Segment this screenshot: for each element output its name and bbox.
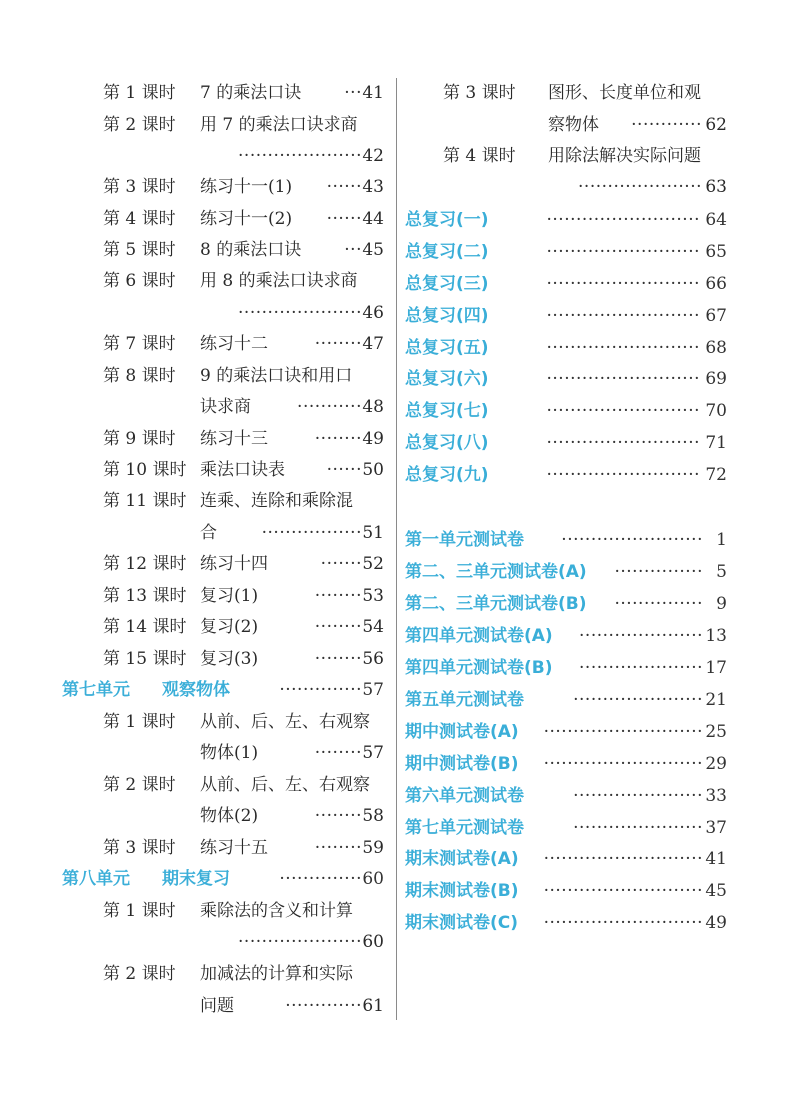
leader-dots: ·············· — [279, 680, 362, 700]
entry-title: 复习(2) — [200, 617, 259, 637]
entry-label: 第 1 课时 — [103, 712, 176, 732]
entry-title: 练习十三 — [200, 429, 268, 449]
leader-dots: ·························· — [546, 210, 700, 230]
page-number: 9 — [716, 594, 727, 614]
review-entry[interactable] — [0, 269, 790, 299]
leader-dots: ················· — [261, 523, 362, 543]
entry-label: 第 7 课时 — [103, 334, 176, 354]
test-entry[interactable] — [0, 589, 790, 619]
page-number: 33 — [705, 786, 727, 806]
entry-title: 练习十一(1) — [200, 177, 293, 197]
entry-title: 7 的乘法口诀 — [200, 83, 302, 103]
leader-dots: ······· — [320, 554, 362, 574]
test-entry[interactable] — [0, 685, 790, 715]
page-number: 49 — [705, 913, 727, 933]
test-entry[interactable] — [0, 813, 790, 843]
leader-dots: ····················· — [238, 303, 362, 323]
entry-label: 第 2 课时 — [103, 775, 176, 795]
entry-label: 第八单元 — [62, 869, 130, 889]
toc-entry[interactable] — [0, 172, 790, 202]
page-number: 68 — [705, 338, 727, 358]
page-number: 45 — [705, 881, 727, 901]
review-entry[interactable] — [0, 205, 790, 235]
leader-dots: ·············· — [279, 869, 362, 889]
entry-title: 8 的乘法口诀 — [200, 240, 302, 260]
page-number: 13 — [705, 626, 727, 646]
review-title: 总复习(五) — [405, 338, 489, 358]
page-number: 72 — [705, 465, 727, 485]
test-title: 期末测试卷(A) — [405, 849, 519, 869]
test-title: 第一单元测试卷 — [405, 530, 524, 550]
leader-dots: ······ — [326, 460, 362, 480]
entry-label: 第 4 课时 — [443, 146, 516, 166]
entry-title: 图形、长度单位和观 — [548, 83, 701, 103]
entry-title: 练习十一(2) — [200, 209, 293, 229]
leader-dots: ·························· — [546, 369, 700, 389]
leader-dots: ··········· — [297, 397, 362, 417]
toc-entry[interactable] — [0, 110, 790, 140]
entry-title: 合 — [200, 523, 217, 543]
leader-dots: ········ — [314, 806, 362, 826]
leader-dots: ··························· — [543, 849, 703, 869]
leader-dots: ····················· — [238, 932, 362, 952]
page-number: 47 — [362, 334, 384, 354]
leader-dots: ····················· — [238, 146, 362, 166]
page-number: 37 — [705, 818, 727, 838]
leader-dots: ··············· — [614, 594, 703, 614]
entry-label: 第 2 课时 — [103, 964, 176, 984]
leader-dots: ··························· — [543, 881, 703, 901]
page-number: 25 — [705, 722, 727, 742]
review-entry[interactable] — [0, 364, 790, 394]
leader-dots: ························ — [561, 530, 703, 550]
test-entry[interactable] — [0, 844, 790, 874]
entry-label: 第七单元 — [62, 680, 130, 700]
page-number: 70 — [705, 401, 727, 421]
test-title: 第二、三单元测试卷(A) — [405, 562, 587, 582]
leader-dots: ··· — [344, 240, 362, 260]
leader-dots: ··· — [344, 83, 362, 103]
test-entry[interactable] — [0, 876, 790, 906]
page-number: 50 — [362, 460, 384, 480]
test-entry[interactable] — [0, 717, 790, 747]
entry-label: 第 5 课时 — [103, 240, 176, 260]
page-number: 44 — [362, 209, 384, 229]
page-number: 53 — [362, 586, 384, 606]
page-number: 17 — [705, 658, 727, 678]
leader-dots: ······················ — [573, 786, 703, 806]
toc-entry[interactable] — [0, 486, 396, 516]
page-number: 66 — [705, 274, 727, 294]
page-number: 45 — [362, 240, 384, 260]
entry-title: 用 8 的乘法口诀求商 — [200, 271, 358, 291]
page-number: 1 — [716, 530, 727, 550]
review-entry[interactable] — [0, 428, 790, 458]
entry-title: 物体(1) — [200, 743, 259, 763]
entry-title: 乘法口诀表 — [200, 460, 285, 480]
leader-dots: ·························· — [546, 433, 700, 453]
leader-dots: ··············· — [614, 562, 703, 582]
test-entry[interactable] — [0, 749, 790, 779]
leader-dots: ·························· — [546, 465, 700, 485]
toc-entry[interactable] — [0, 141, 790, 171]
leader-dots: ······················ — [573, 690, 703, 710]
entry-title: 复习(3) — [200, 649, 259, 669]
entry-label: 第 1 课时 — [103, 901, 176, 921]
leader-dots: ········ — [314, 586, 362, 606]
page-number: 43 — [362, 177, 384, 197]
entry-title: 用除法解决实际问题 — [548, 146, 701, 166]
test-entry[interactable] — [0, 525, 790, 555]
page-number: 5 — [716, 562, 727, 582]
review-entry[interactable] — [0, 301, 790, 331]
entry-title: 练习十五 — [200, 838, 268, 858]
leader-dots: ·························· — [546, 274, 700, 294]
entry-label: 第 4 课时 — [103, 209, 176, 229]
entry-label: 第 11 课时 — [103, 491, 187, 511]
page-number: 60 — [362, 932, 384, 952]
page-number: 54 — [362, 617, 384, 637]
review-title: 总复习(九) — [405, 465, 489, 485]
page-number: 29 — [705, 754, 727, 774]
page-number: 60 — [362, 869, 384, 889]
page-number: 41 — [362, 83, 384, 103]
leader-dots: ··························· — [543, 754, 703, 774]
test-entry[interactable] — [0, 621, 790, 651]
entry-title: 问题 — [200, 996, 234, 1016]
toc-entry[interactable] — [0, 78, 790, 108]
test-title: 第七单元测试卷 — [405, 818, 524, 838]
test-title: 期末测试卷(B) — [405, 881, 519, 901]
leader-dots: ············· — [285, 996, 362, 1016]
entry-title: 从前、后、左、右观察 — [200, 712, 370, 732]
test-entry[interactable] — [0, 781, 790, 811]
page-number: 69 — [705, 369, 727, 389]
entry-title: 9 的乘法口诀和用口 — [200, 366, 353, 386]
leader-dots: ······ — [326, 177, 362, 197]
review-title: 总复习(八) — [405, 433, 489, 453]
entry-label: 第 3 课时 — [103, 177, 176, 197]
page-number: 64 — [705, 210, 727, 230]
page-number: 48 — [362, 397, 384, 417]
review-entry[interactable] — [0, 333, 790, 363]
leader-dots: ········ — [314, 617, 362, 637]
entry-label: 第 2 课时 — [103, 115, 176, 135]
entry-title: 乘除法的含义和计算 — [200, 901, 353, 921]
page-number: 41 — [705, 849, 727, 869]
entry-title: 加减法的计算和实际 — [200, 964, 353, 984]
leader-dots: ········ — [314, 334, 362, 354]
entry-title: 复习(1) — [200, 586, 259, 606]
page-number: 58 — [362, 806, 384, 826]
leader-dots: ············ — [631, 115, 702, 135]
page-number: 57 — [362, 743, 384, 763]
page-number: 63 — [705, 177, 727, 197]
entry-label: 第 1 课时 — [103, 83, 176, 103]
leader-dots: ········ — [314, 838, 362, 858]
test-entry[interactable] — [0, 908, 790, 938]
toc-entry[interactable] — [0, 959, 396, 989]
test-title: 期中测试卷(B) — [405, 754, 519, 774]
entry-label: 第 6 课时 — [103, 271, 176, 291]
page-number: 51 — [362, 523, 384, 543]
leader-dots: ·························· — [546, 306, 700, 326]
entry-title: 诀求商 — [200, 397, 251, 417]
page-number: 49 — [362, 429, 384, 449]
entry-title: 练习十二 — [200, 334, 268, 354]
leader-dots: ··························· — [543, 722, 703, 742]
leader-dots: ·························· — [546, 242, 700, 262]
review-title: 总复习(六) — [405, 369, 489, 389]
review-entry[interactable] — [0, 237, 790, 267]
entry-title: 观察物体 — [162, 680, 230, 700]
review-title: 总复习(一) — [405, 210, 489, 230]
test-title: 第二、三单元测试卷(B) — [405, 594, 587, 614]
page-number: 42 — [362, 146, 384, 166]
entry-title: 物体(2) — [200, 806, 259, 826]
test-title: 第四单元测试卷(B) — [405, 658, 553, 678]
page-number: 62 — [705, 115, 727, 135]
leader-dots: ····················· — [578, 177, 702, 197]
leader-dots: ··························· — [543, 913, 703, 933]
leader-dots: ····················· — [579, 626, 703, 646]
entry-label: 第 15 课时 — [103, 649, 187, 669]
entry-label: 第 3 课时 — [103, 838, 176, 858]
test-title: 第五单元测试卷 — [405, 690, 524, 710]
entry-title: 期末复习 — [162, 869, 230, 889]
review-title: 总复习(四) — [405, 306, 489, 326]
test-title: 第六单元测试卷 — [405, 786, 524, 806]
entry-title: 连乘、连除和乘除混 — [200, 491, 353, 511]
page-number: 61 — [362, 996, 384, 1016]
test-entry[interactable] — [0, 557, 790, 587]
review-title: 总复习(二) — [405, 242, 489, 262]
entry-label: 第 9 课时 — [103, 429, 176, 449]
entry-title: 从前、后、左、右观察 — [200, 775, 370, 795]
entry-label: 第 8 课时 — [103, 366, 176, 386]
entry-title: 用 7 的乘法口诀求商 — [200, 115, 358, 135]
leader-dots: ······················ — [573, 818, 703, 838]
review-title: 总复习(七) — [405, 401, 489, 421]
page-number: 46 — [362, 303, 384, 323]
page-number: 67 — [705, 306, 727, 326]
leader-dots: ·························· — [546, 338, 700, 358]
test-title: 期中测试卷(A) — [405, 722, 519, 742]
entry-label: 第 10 课时 — [103, 460, 187, 480]
review-title: 总复习(三) — [405, 274, 489, 294]
leader-dots: ····················· — [579, 658, 703, 678]
entry-label: 第 12 课时 — [103, 554, 187, 574]
leader-dots: ·························· — [546, 401, 700, 421]
entry-label: 第 14 课时 — [103, 617, 187, 637]
review-entry[interactable] — [0, 460, 790, 490]
leader-dots: ········ — [314, 649, 362, 669]
test-title: 第四单元测试卷(A) — [405, 626, 553, 646]
review-entry[interactable] — [0, 396, 790, 426]
page-number: 59 — [362, 838, 384, 858]
test-title: 期末测试卷(C) — [405, 913, 519, 933]
leader-dots: ········ — [314, 429, 362, 449]
page-number: 52 — [362, 554, 384, 574]
entry-title: 练习十四 — [200, 554, 268, 574]
page-number: 56 — [362, 649, 384, 669]
page-number: 71 — [705, 433, 727, 453]
page-number: 65 — [705, 242, 727, 262]
test-entry[interactable] — [0, 653, 790, 683]
page-number: 21 — [705, 690, 727, 710]
page-number: 57 — [362, 680, 384, 700]
entry-label: 第 13 课时 — [103, 586, 187, 606]
leader-dots: ········ — [314, 743, 362, 763]
toc-entry[interactable] — [0, 991, 396, 1021]
leader-dots: ······ — [326, 209, 362, 229]
entry-label: 第 3 课时 — [443, 83, 516, 103]
entry-title: 察物体 — [548, 115, 599, 135]
